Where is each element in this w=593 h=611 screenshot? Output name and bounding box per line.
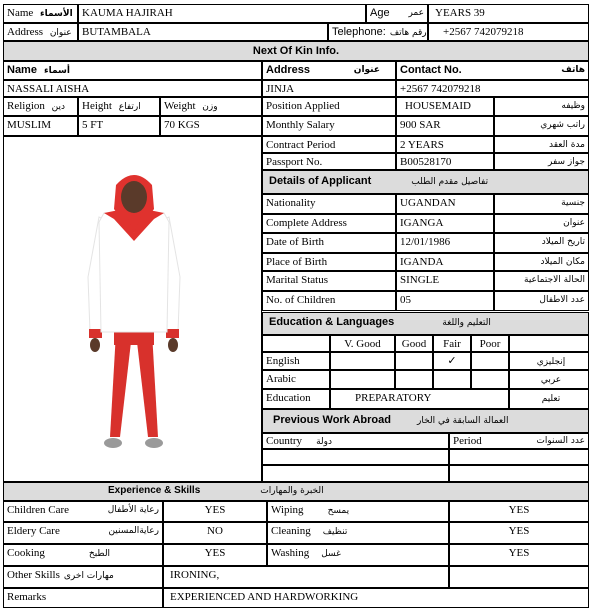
address-label-cell	[3, 23, 78, 41]
applicant-figure	[4, 137, 261, 481]
washing-label: Washing	[271, 547, 310, 559]
address-label-ar: عنوان	[49, 28, 72, 38]
kin-title: Next Of Kin Info.	[3, 41, 589, 61]
washing-label-ar: غسل	[321, 549, 341, 559]
salary-label: Monthly Salary	[262, 116, 396, 136]
contract-label: Contract Period	[262, 136, 396, 153]
other-skills-blank	[449, 566, 589, 588]
education-label-ar-cell	[509, 389, 589, 409]
applicant-row-label: No. of Children	[262, 291, 396, 311]
age-label: Age	[370, 7, 390, 19]
religion-label-ar: دين	[51, 102, 66, 112]
kin-name-label-cell	[3, 61, 262, 80]
applicant-row-label-ar: مكان الميلاد	[540, 257, 585, 267]
education-value: PREPARATORY	[330, 389, 509, 409]
applicant-row-value: 05	[396, 291, 494, 311]
washing-label-cell	[267, 544, 449, 566]
applicant-row-label-ar-cell	[494, 194, 589, 214]
weight-label-ar: وزن	[202, 102, 218, 112]
name-label: Name	[7, 7, 34, 19]
work-row-1-period	[449, 449, 589, 465]
cooking-label-ar: الطبخ	[88, 549, 111, 559]
period-label-cell	[449, 433, 589, 449]
level-fair: Fair	[433, 335, 471, 352]
wiping-label-cell	[267, 501, 449, 522]
contract-label-ar: مدة العقد	[549, 140, 585, 150]
work-title: Previous Work Abroad	[273, 414, 391, 426]
arabic-label: Arabic	[262, 370, 330, 389]
position-label-ar-cell	[494, 97, 589, 116]
english-label: English	[262, 352, 330, 370]
height-label-ar: ارتفاع	[118, 102, 141, 112]
english-label-ar-cell	[509, 352, 589, 370]
contract-label-ar-cell	[494, 136, 589, 153]
weight-label-cell	[160, 97, 262, 116]
arabic-fair	[433, 370, 471, 389]
education-label: Education	[262, 389, 330, 409]
arabic-good	[395, 370, 433, 389]
applicant-row-label: Nationality	[262, 194, 396, 214]
kin-name-label: Name	[7, 64, 37, 76]
wiping-label: Wiping	[271, 504, 304, 516]
applicant-row-label-ar-cell	[494, 233, 589, 253]
washing-value: YES	[449, 544, 589, 566]
applicant-row-label-ar-cell	[494, 291, 589, 311]
applicant-row-label: Date of Birth	[262, 233, 396, 253]
applicant-row-value: SINGLE	[396, 271, 494, 291]
education-header	[262, 312, 589, 335]
name-label-ar: الأسماء	[40, 9, 73, 19]
weight-label: Weight	[164, 100, 196, 112]
work-row-1-country	[262, 449, 449, 465]
applicant-row-label: Marital Status	[262, 271, 396, 291]
eldery-label-cell	[3, 522, 163, 544]
level-poor: Poor	[471, 335, 509, 352]
cooking-label-cell	[3, 544, 163, 566]
cooking-value: YES	[163, 544, 267, 566]
height-label-cell	[78, 97, 160, 116]
applicant-row-value: IGANDA	[396, 253, 494, 271]
kin-address-label: Address	[266, 64, 311, 76]
contract-value: 2 YEARS	[396, 136, 494, 153]
remarks-value: EXPERIENCED AND HARDWORKING	[163, 588, 589, 608]
children-value: YES	[163, 501, 267, 522]
skills-header	[3, 482, 589, 501]
applicant-row-label-ar: عنوان	[563, 218, 585, 228]
children-label: Children Care	[7, 504, 70, 516]
cleaning-label-ar: تنظيف	[322, 527, 348, 537]
arabic-vgood	[330, 370, 395, 389]
english-good	[395, 352, 433, 370]
skills-title: Experience & Skills	[108, 485, 201, 496]
position-label: Position Applied	[262, 97, 396, 116]
address-value: BUTAMBALA	[78, 23, 328, 41]
age-value: YEARS 39	[428, 4, 589, 23]
applicant-row-label: Complete Address	[262, 214, 396, 233]
applicant-title: Details of Applicant	[269, 175, 372, 187]
english-fair-check: ✓	[433, 352, 471, 370]
country-label: Country	[266, 435, 303, 447]
education-title: Education & Languages	[269, 316, 395, 328]
level-vgood: V. Good	[330, 335, 395, 352]
english-vgood	[330, 352, 395, 370]
kin-address-label-cell	[262, 61, 396, 80]
applicant-row-label: Place of Birth	[262, 253, 396, 271]
country-label-ar: دولة	[316, 437, 332, 447]
kin-address-value: JINJA	[262, 80, 396, 97]
passport-label: Passport No.	[262, 153, 396, 170]
period-label-ar: عدد السنوات	[536, 436, 585, 446]
applicant-header	[262, 170, 589, 194]
education-title-ar: التعليم واللغة	[442, 318, 491, 328]
kin-contact-label-ar: هاتف	[561, 65, 585, 75]
applicant-row-value: IGANGA	[396, 214, 494, 233]
arabic-label-ar: عربي	[540, 375, 562, 385]
kin-contact-value: +2567 742079218	[396, 80, 589, 97]
position-value: HOUSEMAID	[396, 97, 494, 116]
applicant-row-label-ar-cell	[494, 214, 589, 233]
arabic-label-ar-cell	[509, 370, 589, 389]
arabic-poor	[471, 370, 509, 389]
kin-contact-label-cell	[396, 61, 589, 80]
height-label: Height	[82, 100, 112, 112]
passport-label-ar-cell	[494, 153, 589, 170]
position-label-ar: وظيفه	[561, 101, 585, 111]
eldery-label-ar: رعايةالمسنين	[108, 526, 159, 536]
english-poor	[471, 352, 509, 370]
eldery-label: Eldery Care	[7, 525, 60, 537]
applicant-row-value: UGANDAN	[396, 194, 494, 214]
cleaning-label: Cleaning	[271, 525, 311, 537]
work-title-ar: العمالة السابقة في الخار	[416, 416, 509, 426]
religion-label: Religion	[7, 100, 45, 112]
passport-label-ar: جواز سفر	[548, 157, 585, 167]
remarks-label: Remarks	[3, 588, 163, 608]
applicant-row-label-ar: جنسية	[561, 198, 585, 208]
applicant-row-label-ar-cell	[494, 271, 589, 291]
other-skills-value: IRONING,	[163, 566, 449, 588]
other-skills-label-cell	[3, 566, 163, 588]
english-label-ar: إنجليزي	[536, 357, 566, 367]
other-skills-label: Other Skills	[7, 569, 60, 581]
religion-value: MUSLIM	[3, 116, 78, 136]
applicant-row-value: 12/01/1986	[396, 233, 494, 253]
cooking-label: Cooking	[7, 547, 45, 559]
telephone-value: +2567 742079218	[428, 23, 589, 41]
salary-label-ar-cell	[494, 116, 589, 136]
age-label-cell	[366, 4, 428, 23]
telephone-label-ar: رقم هاتف	[389, 28, 427, 38]
kin-contact-label: Contact No.	[400, 64, 462, 76]
applicant-row-label-ar: الحالة الاجتماعية	[524, 275, 585, 285]
passport-value: B00528170	[396, 153, 494, 170]
period-label: Period	[453, 435, 482, 447]
wiping-label-ar: يمسح	[327, 506, 350, 516]
applicant-row-label-ar: عدد الاطفال	[539, 295, 585, 305]
salary-label-ar: راتب شهري	[540, 120, 585, 130]
kin-name-value: NASSALI AISHA	[3, 80, 262, 97]
children-label-ar: رعاية الأطفال	[107, 505, 159, 515]
weight-value: 70 KGS	[160, 116, 262, 136]
kin-name-label-ar: أسماء	[44, 66, 70, 76]
religion-label-cell	[3, 97, 78, 116]
applicant-photo	[3, 136, 262, 482]
telephone-label-cell	[328, 23, 428, 41]
edu-blank	[262, 335, 330, 352]
applicant-row-label-ar-cell	[494, 253, 589, 271]
level-good: Good	[395, 335, 433, 352]
education-label-ar: تعليم	[541, 394, 561, 404]
children-label-cell	[3, 501, 163, 522]
wiping-value: YES	[449, 501, 589, 522]
work-row-2-period	[449, 465, 589, 482]
name-value: KAUMA HAJIRAH	[78, 4, 366, 23]
work-row-2-country	[262, 465, 449, 482]
cleaning-value: YES	[449, 522, 589, 544]
cleaning-label-cell	[267, 522, 449, 544]
name-label-cell	[3, 4, 78, 23]
salary-value: 900 SAR	[396, 116, 494, 136]
age-label-ar: عمر	[408, 8, 424, 18]
kin-address-label-ar: عنوان	[353, 65, 380, 75]
telephone-label: Telephone:	[332, 26, 386, 38]
skills-title-ar: الخبرة والمهارات	[260, 486, 324, 496]
level-blank	[509, 335, 589, 352]
country-label-cell	[262, 433, 449, 449]
other-skills-label-ar: مهارات اخرى	[63, 571, 114, 581]
work-header	[262, 409, 589, 433]
eldery-value: NO	[163, 522, 267, 544]
applicant-row-label-ar: تاريخ الميلاد	[541, 237, 585, 247]
applicant-title-ar: تفاصيل مقدم الطلب	[411, 177, 489, 187]
height-value: 5 FT	[78, 116, 160, 136]
address-label: Address	[7, 26, 44, 38]
